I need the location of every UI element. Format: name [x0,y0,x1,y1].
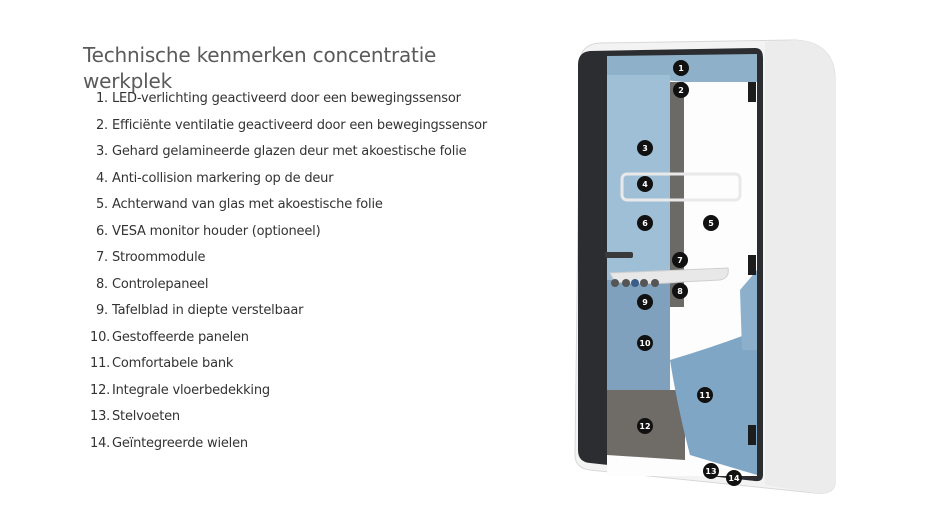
item-number: 12. [90,382,111,398]
list-item [90,250,487,277]
marker-label: 1 [678,64,684,73]
list-item [90,277,487,304]
item-number: 6. [95,223,108,239]
marker-3 [637,140,653,156]
list-item [90,197,487,224]
list-item [90,383,487,410]
item-number: 7. [95,250,108,265]
item-label: LED-verlichting geactiveerd door een bewegingssensor [112,91,461,106]
marker-label: 9 [642,298,648,307]
item-label: Anti-collision markering op de deur [112,170,334,186]
item-label: Efficiënte ventilatie geactiveerd door een bewegingssensor [112,117,488,133]
marker-label: 2 [678,86,684,95]
booth-illustration [560,30,860,500]
list-item [90,409,487,436]
item-label: Integrale vloerbedekking [112,382,270,398]
marker-label: 10 [639,339,651,348]
hinge [748,425,756,445]
marker-4 [637,176,653,192]
marker-14 [726,470,742,486]
item-number: 3. [95,144,108,159]
marker-label: 11 [699,391,711,400]
marker-2 [673,82,689,98]
item-number: 8. [95,276,108,292]
list-item [90,356,487,383]
marker-11 [697,387,713,403]
marker-label: 6 [642,219,648,228]
item-label: Stelvoeten [112,409,180,424]
list-item [90,330,487,357]
item-label: Gestoffeerde panelen [112,329,249,345]
marker-10 [637,335,653,351]
item-number: 13. [90,409,111,424]
marker-label: 5 [708,219,714,228]
marker-label: 4 [642,180,648,189]
marker-label: 12 [639,422,651,431]
item-label: Achterwand van glas met akoestische folie [112,197,383,212]
item-number: 10. [90,329,111,345]
marker-5 [703,215,719,231]
feature-list [90,91,487,462]
marker-label: 7 [677,256,683,265]
marker-label: 3 [642,144,648,153]
item-number: 5. [95,197,108,212]
item-number: 4. [95,170,108,186]
list-item [90,91,487,118]
item-label: Gehard gelamineerde glazen deur met akoestische folie [112,144,467,159]
list-item [90,171,487,198]
door-handle [605,252,633,258]
hinge [748,255,756,275]
list-item [90,436,487,463]
list-item [90,144,487,171]
marker-9 [637,294,653,310]
marker-1 [673,60,689,76]
item-label: Comfortabele bank [112,356,234,371]
marker-12 [637,418,653,434]
lower-panel [607,280,670,390]
item-label: Controlepaneel [112,276,209,292]
item-number: 11. [90,356,111,371]
marker-6 [637,215,653,231]
item-label: Tafelblad in diepte verstelbaar [112,303,304,318]
item-label: Stroommodule [112,250,206,265]
marker-13 [703,463,719,479]
list-item [90,224,487,251]
marker-label: 13 [705,467,717,476]
marker-7 [672,252,688,268]
item-number: 2. [95,117,108,133]
marker-label: 14 [728,474,740,483]
item-number: 14. [90,435,111,451]
booth-side [765,40,835,493]
list-item [90,118,487,145]
item-number: 9. [95,303,108,318]
item-label: VESA monitor houder (optioneel) [112,223,321,239]
list-item [90,303,487,330]
item-number: 1. [95,91,108,106]
item-label: Geïntegreerde wielen [112,435,248,451]
page-title: Technische kenmerken concentratie werkplek [83,43,437,94]
hinge [748,82,756,102]
marker-label: 8 [677,287,683,296]
marker-8 [672,283,688,299]
